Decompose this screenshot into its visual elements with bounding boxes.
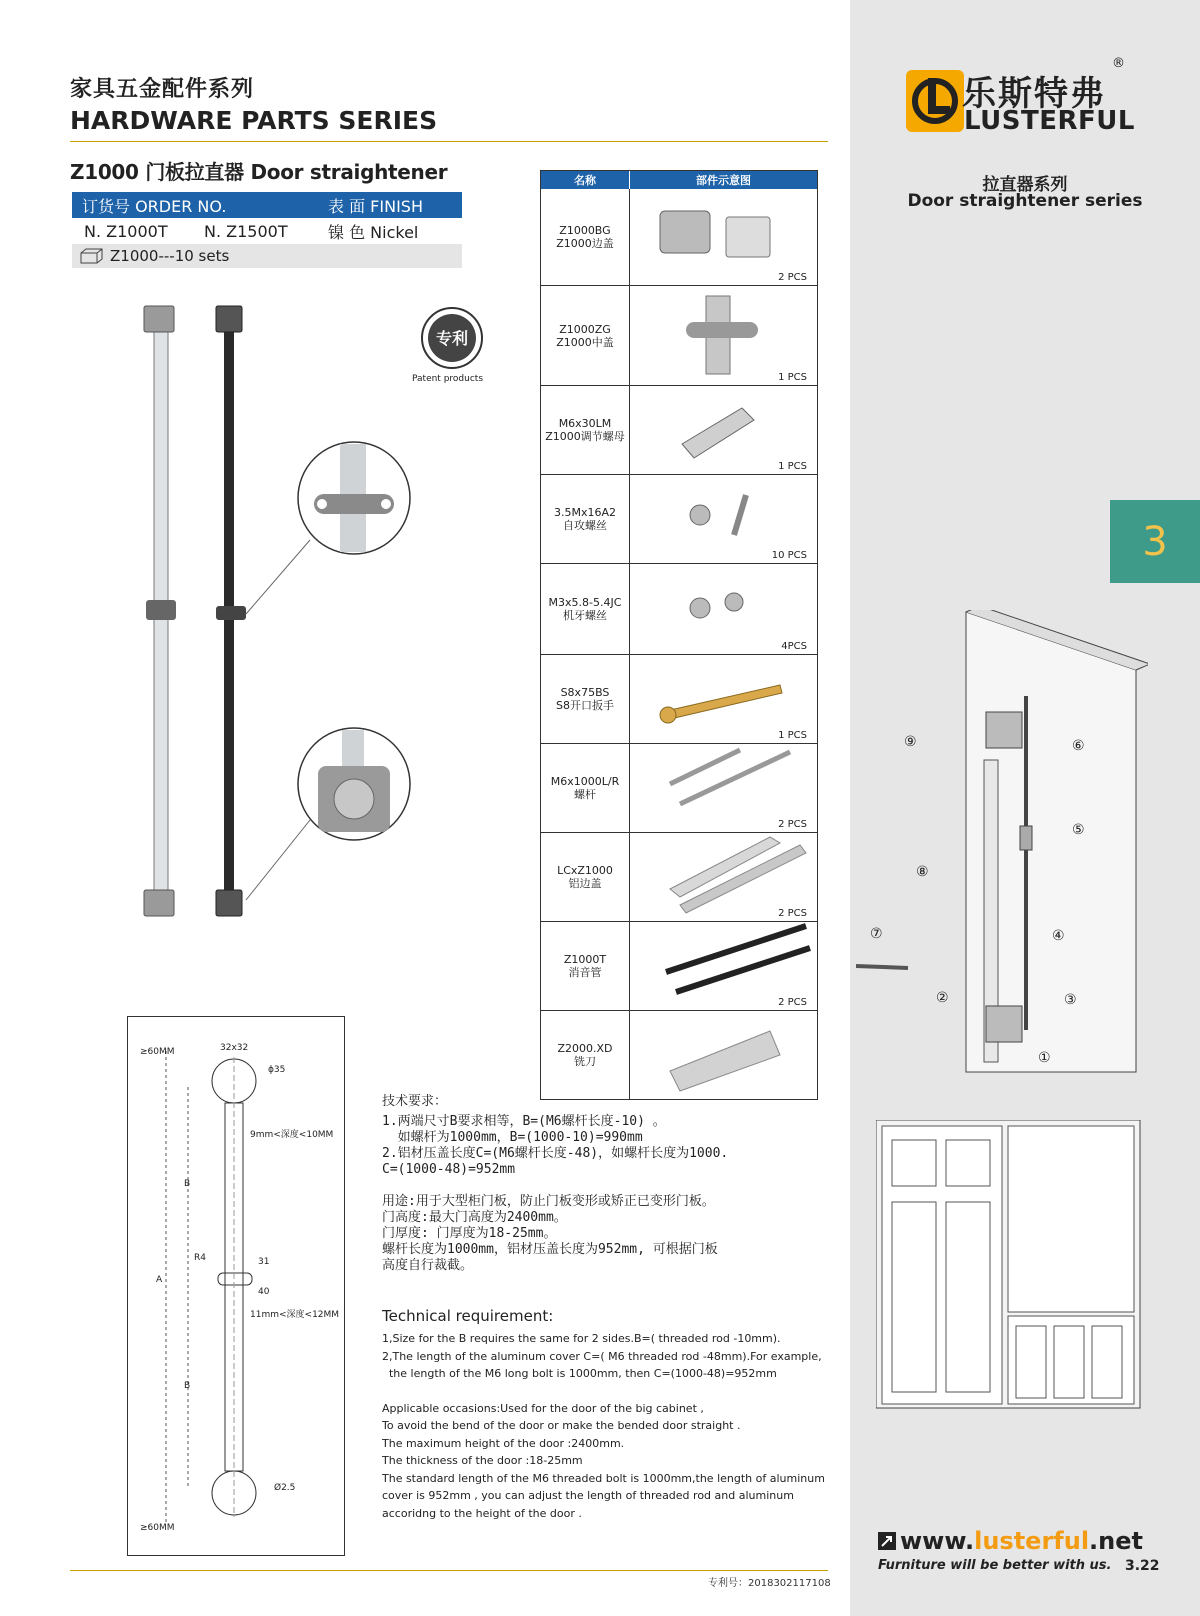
product-series-en: Door straightener series — [907, 191, 1143, 211]
tech-cn-line: 如螺杆为1000mm，B=(1000-10)=990mm — [382, 1130, 643, 1145]
part-qty: 1 PCS — [778, 730, 807, 741]
package-row — [72, 244, 462, 268]
usage-en-line: The standard length of the M6 threaded bolt is 1000mm,the length of aluminum — [382, 1471, 825, 1485]
parts-row — [541, 475, 817, 564]
wardrobe-illustration — [876, 1120, 1142, 1410]
parts-row — [541, 286, 817, 386]
order-row — [72, 218, 462, 244]
header-rule — [70, 141, 828, 142]
patent-number: 专利号：2018302117108 — [708, 1578, 831, 1589]
dim-phi25: Ø2.5 — [274, 1483, 296, 1493]
parts-header-image: 部件示意图 — [696, 174, 751, 187]
zoom-middle-cap — [296, 440, 412, 556]
finish-value: 镍 色 Nickel — [328, 222, 419, 242]
parts-row — [541, 1011, 817, 1100]
brand-name-en: LUSTERFUL — [964, 106, 1135, 136]
part-qty: 4PCS — [781, 641, 807, 652]
part-name: 螺杆 — [574, 788, 596, 801]
patent-badge-icon — [414, 306, 490, 370]
callout-9: ⑨ — [904, 734, 917, 750]
dimension-drawing — [127, 1016, 345, 1556]
part-code: Z2000.XD — [557, 1042, 613, 1055]
part-name: Z1000边盖 — [556, 237, 614, 250]
part-code: M6x1000L/R — [550, 775, 620, 788]
order-number-2: N. Z1500T — [204, 221, 288, 241]
part-code: M3x5.8-5.4JC — [548, 596, 622, 609]
url-prefix: www. — [900, 1527, 975, 1555]
link-arrow-icon — [878, 1532, 896, 1550]
series-title-en: HARDWARE PARTS SERIES — [70, 106, 438, 135]
zoom-end-cap — [296, 726, 412, 842]
dim-a: A — [156, 1275, 163, 1285]
dim-40: 40 — [258, 1287, 270, 1297]
silencer-tube-image — [630, 922, 816, 1008]
tech-en-line: the length of the M6 long bolt is 1000mm, then C=(1000-48)=952mm — [382, 1367, 777, 1380]
part-code: S8x75BS — [560, 686, 610, 699]
dim-bottom: ≥60MM — [140, 1523, 175, 1533]
threaded-rod-image — [630, 744, 816, 830]
package-qty: Z1000---10 sets — [110, 247, 230, 265]
dim-b-lower: B — [184, 1381, 191, 1391]
chapter-tab: 3 — [1110, 500, 1200, 583]
open-wrench-image — [630, 655, 816, 741]
callout-4: ④ — [1052, 928, 1065, 944]
parts-table — [540, 170, 818, 1100]
usage-en-line: cover is 952mm , you can adjust the length of threaded rod and aluminum — [382, 1489, 794, 1502]
dim-phi35: ϕ35 — [268, 1065, 286, 1075]
part-name: 机牙螺丝 — [563, 609, 607, 622]
middle-cap-image — [630, 286, 816, 382]
parts-table-header — [541, 171, 817, 189]
part-code: Z1000BG — [559, 224, 611, 237]
callout-6: ⑥ — [1072, 738, 1085, 754]
patent-label: Patent products — [412, 374, 484, 384]
usage-en-line: The maximum height of the door :2400mm. — [382, 1436, 625, 1450]
dim-depth1: 9mm<深度<10MM — [250, 1130, 334, 1140]
website-url[interactable] — [900, 1527, 1143, 1555]
usage-en-line: accoridng to the height of the door . — [382, 1506, 582, 1520]
order-number-1: N. Z1000T — [84, 221, 168, 241]
self-tapping-screws-image — [630, 475, 816, 561]
usage-cn-line: 门高度:最大门高度为2400mm。 — [382, 1210, 567, 1225]
parts-row — [541, 833, 817, 922]
usage-cn-line: 高度自行裁截。 — [382, 1258, 474, 1273]
parts-row — [541, 744, 817, 833]
part-name: Z1000中盖 — [556, 335, 614, 349]
series-title-cn: 家具五金配件系列 — [70, 77, 255, 102]
page-number: 3.22 — [1125, 1558, 1160, 1574]
parts-row — [541, 564, 817, 655]
parts-header-name: 名称 — [541, 171, 630, 189]
part-name: Z1000调节螺母 — [545, 430, 625, 443]
callout-2: ② — [936, 990, 949, 1006]
dimension-drawing-svg — [128, 1017, 344, 1555]
part-code: Z1000T — [563, 953, 607, 966]
order-table-header — [72, 192, 462, 218]
parts-row — [541, 386, 817, 475]
usage-cn-line: 用途:用于大型柜门板，防止门板变形或矫正已变形门板。 — [382, 1194, 715, 1209]
tech-requirements-en-title: Technical requirement: — [382, 1307, 554, 1325]
tech-en-line: 1,Size for the B requires the same for 2 sides.B=( threaded rod -10mm). — [382, 1332, 781, 1345]
dim-depth2: 11mm<深度<12MM — [250, 1310, 340, 1320]
parts-row — [541, 189, 817, 286]
part-code: 3.5Mx16A2 — [553, 506, 616, 519]
tech-cn-line: 2.铝材压盖长度C=(M6螺杆长度-48)，如螺杆长度为1000. — [382, 1146, 729, 1161]
part-qty: 2 PCS — [778, 819, 807, 830]
callout-1: ① — [1038, 1050, 1051, 1066]
milling-cutter-image — [630, 1011, 816, 1097]
parts-row — [541, 922, 817, 1011]
part-qty: 1 PCS — [778, 372, 807, 383]
product-rods-illustration — [120, 300, 340, 940]
parts-row — [541, 655, 817, 744]
end-cap-image — [630, 189, 816, 283]
footer-rule — [70, 1570, 828, 1571]
callout-8: ⑧ — [916, 864, 929, 880]
order-label: 订货号 ORDER NO. — [82, 196, 227, 216]
dim-31: 31 — [258, 1257, 270, 1267]
registered-mark: ® — [1112, 56, 1125, 71]
usage-en-line: Applicable occasions:Used for the door of the big cabinet , — [382, 1401, 704, 1415]
part-code: Z1000ZG — [559, 322, 611, 336]
footer-tagline: Furniture will be better with us. — [878, 1558, 1112, 1573]
part-name: 消音管 — [568, 966, 602, 979]
dim-r4: R4 — [194, 1253, 206, 1263]
finish-label: 表 面 FINISH — [328, 196, 423, 216]
url-suffix: .net — [1089, 1527, 1143, 1555]
tech-requirements-cn — [382, 1094, 832, 1274]
part-code: LCxZ1000 — [557, 864, 613, 877]
tech-cn-title: 技术要求： — [382, 1094, 448, 1109]
order-table — [72, 192, 462, 268]
svg-text:专利: 专利 — [435, 329, 469, 348]
product-series-cn: 拉直器系列 — [982, 175, 1068, 195]
machine-screws-image — [630, 564, 816, 652]
part-qty: 2 PCS — [778, 908, 807, 919]
assembly-diagram — [856, 610, 1148, 1080]
part-name: 铣刀 — [574, 1055, 596, 1068]
brand-logo-icon — [906, 70, 964, 132]
part-qty: 2 PCS — [778, 997, 807, 1008]
dim-size: 32x32 — [220, 1043, 249, 1053]
part-qty: 10 PCS — [771, 550, 807, 561]
part-code: M6x30LM — [558, 417, 612, 430]
adjusting-nut-image — [630, 386, 816, 472]
callout-3: ③ — [1064, 992, 1077, 1008]
callout-7: ⑦ — [870, 926, 883, 942]
tech-requirements-en — [382, 1330, 832, 1522]
part-name: S8开口扳手 — [556, 699, 614, 712]
part-name: 铝边盖 — [568, 877, 602, 890]
dim-top: ≥60MM — [140, 1047, 175, 1057]
part-qty: 2 PCS — [778, 272, 807, 283]
part-name: 自攻螺丝 — [563, 519, 607, 532]
aluminum-cover-image — [630, 833, 816, 919]
tech-cn-line: 1.两端尺寸B要求相等，B=(M6螺杆长度-10) 。 — [382, 1114, 666, 1129]
tech-en-line: 2,The length of the aluminum cover C=( M6 threaded rod -48mm).For example, — [382, 1349, 822, 1363]
usage-en-line: The thickness of the door :18-25mm — [382, 1454, 583, 1467]
usage-cn-line: 门厚度: 门厚度为18-25mm。 — [382, 1226, 557, 1241]
part-qty: 1 PCS — [778, 461, 807, 472]
usage-en-line: To avoid the bend of the door or make the bended door straight . — [382, 1419, 741, 1432]
usage-cn-line: 螺杆长度为1000mm，铝材压盖长度为952mm, 可根据门板 — [382, 1242, 718, 1257]
callout-5: ⑤ — [1072, 822, 1085, 838]
url-brand: lusterful — [974, 1527, 1090, 1555]
box-icon — [78, 247, 106, 265]
tech-cn-line: C=(1000-48)=952mm — [382, 1162, 516, 1177]
product-title: Z1000 门板拉直器 Door straightener — [70, 160, 448, 184]
brand-name-cn: 乐斯特弗 — [962, 74, 1106, 114]
dim-b-upper: B — [184, 1179, 191, 1189]
